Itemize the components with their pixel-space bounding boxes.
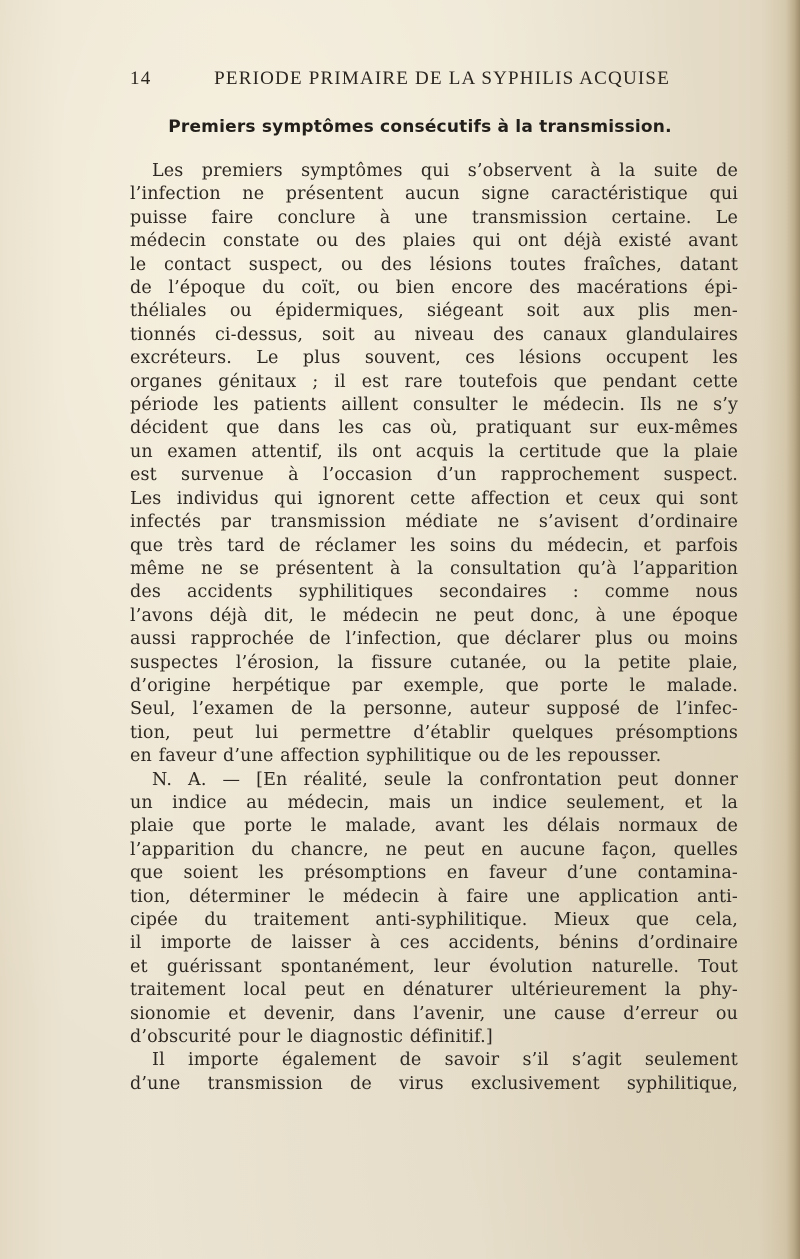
- text-line: suspectes l’érosion, la fissure cutanée, ou la petite plaie,: [130, 652, 738, 673]
- text-line: l’apparition du chancre, ne peut en aucune façon, quelles: [130, 839, 738, 860]
- text-line: décident que dans les cas où, pratiquant sur eux-mêmes: [130, 418, 738, 439]
- text-line: l’infection ne présentent aucun signe caractéristique qui: [130, 184, 738, 205]
- text-line: des accidents syphilitiques secondaires : comme nous: [130, 582, 738, 603]
- text-line: d’origine herpétique par exemple, que porte le malade.: [130, 675, 738, 696]
- text-line: en faveur d’une affection syphilitique ou de les repousser.: [130, 746, 662, 767]
- text-line: Les premiers symptômes qui s’observent à la suite de: [152, 161, 738, 181]
- text-line: cipée du traitement anti-syphilitique. Mieux que cela,: [130, 910, 738, 930]
- text-line: est survenue à l’occasion d’un rapprochement suspect.: [130, 465, 738, 486]
- text-line: organes génitaux ; il est rare toutefois que pendant cette: [130, 371, 738, 392]
- text-line: plaie que porte le malade, avant les délais normaux de: [130, 816, 738, 837]
- text-line: période les patients aillent consulter le médecin. Ils ne s’y: [130, 395, 738, 416]
- text-line: tionnés ci-dessus, soit au niveau des canaux glandulaires: [130, 324, 738, 345]
- text-line: tion, déterminer le médecin à faire une application anti-: [130, 886, 738, 907]
- text-line: le contact suspect, ou des lésions toutes fraîches, datant: [130, 254, 738, 275]
- text-line: Seul, l’examen de la personne, auteur supposé de l’infec-: [130, 699, 738, 720]
- body-text: [130, 160, 738, 1096]
- text-line: sionomie et devenir, dans l’avenir, une cause d’erreur ou: [130, 1003, 738, 1024]
- text-line: d’une transmission de virus exclusivement syphilitique,: [130, 1073, 738, 1094]
- text-line: de l’époque du coït, ou bien encore des macérations épi-: [130, 278, 738, 299]
- text-line: traitement local peut en dénaturer ultérieurement la phy-: [130, 980, 738, 1001]
- section-heading: Premiers symptômes consécutifs à la transmission.: [168, 117, 672, 137]
- page-edge-shadow: [786, 0, 800, 1259]
- text-line: tion, peut lui permettre d’établir quelques présomptions: [130, 722, 738, 743]
- text-line: que soient les présomptions en faveur d’une contamina-: [130, 863, 738, 884]
- page-number: 14: [130, 68, 152, 89]
- running-title: PERIODE PRIMAIRE DE LA SYPHILIS ACQUISE: [214, 68, 670, 89]
- text-line: théliales ou épidermiques, siégeant soit aux plis men-: [130, 301, 738, 322]
- text-line: que très tard de réclamer les soins du médecin, et parfois: [130, 535, 738, 556]
- text-line: un examen attentif, ils ont acquis la certitude que la plaie: [130, 441, 738, 462]
- text-line: N. A. — [En réalité, seule la confrontation peut donner: [152, 769, 738, 790]
- text-line: infectés par transmission médiate ne s’avisent d’ordinaire: [130, 512, 738, 533]
- text-line: puisse faire conclure à une transmission certaine. Le: [130, 207, 738, 228]
- text-line: et guérissant spontanément, leur évolution naturelle. Tout: [130, 956, 738, 977]
- paragraph-main: [130, 160, 738, 769]
- text-line: d’obscurité pour le diagnostic définitif.]: [130, 1027, 493, 1048]
- text-line: l’avons déjà dit, le médecin ne peut donc, à une époque: [130, 605, 738, 626]
- text-line: Les individus qui ignorent cette affection et ceux qui sont: [130, 488, 738, 509]
- text-line: excréteurs. Le plus souvent, ces lésions occupent les: [130, 348, 738, 369]
- paragraph-continued: [130, 1049, 738, 1096]
- text-line: Il importe également de savoir s’il s’agit seulement: [152, 1050, 738, 1071]
- text-line: même ne se présentent à la consultation qu’à l’apparition: [130, 558, 738, 579]
- text-line: il importe de laisser à ces accidents, bénins d’ordinaire: [130, 933, 738, 954]
- paragraph-note: [130, 769, 738, 1050]
- text-line: aussi rapprochée de l’infection, que déclarer plus ou moins: [130, 629, 738, 650]
- text-line: un indice au médecin, mais un indice seulement, et la: [130, 792, 738, 813]
- running-header: [130, 68, 670, 98]
- text-line: médecin constate ou des plaies qui ont déjà existé avant: [130, 231, 738, 252]
